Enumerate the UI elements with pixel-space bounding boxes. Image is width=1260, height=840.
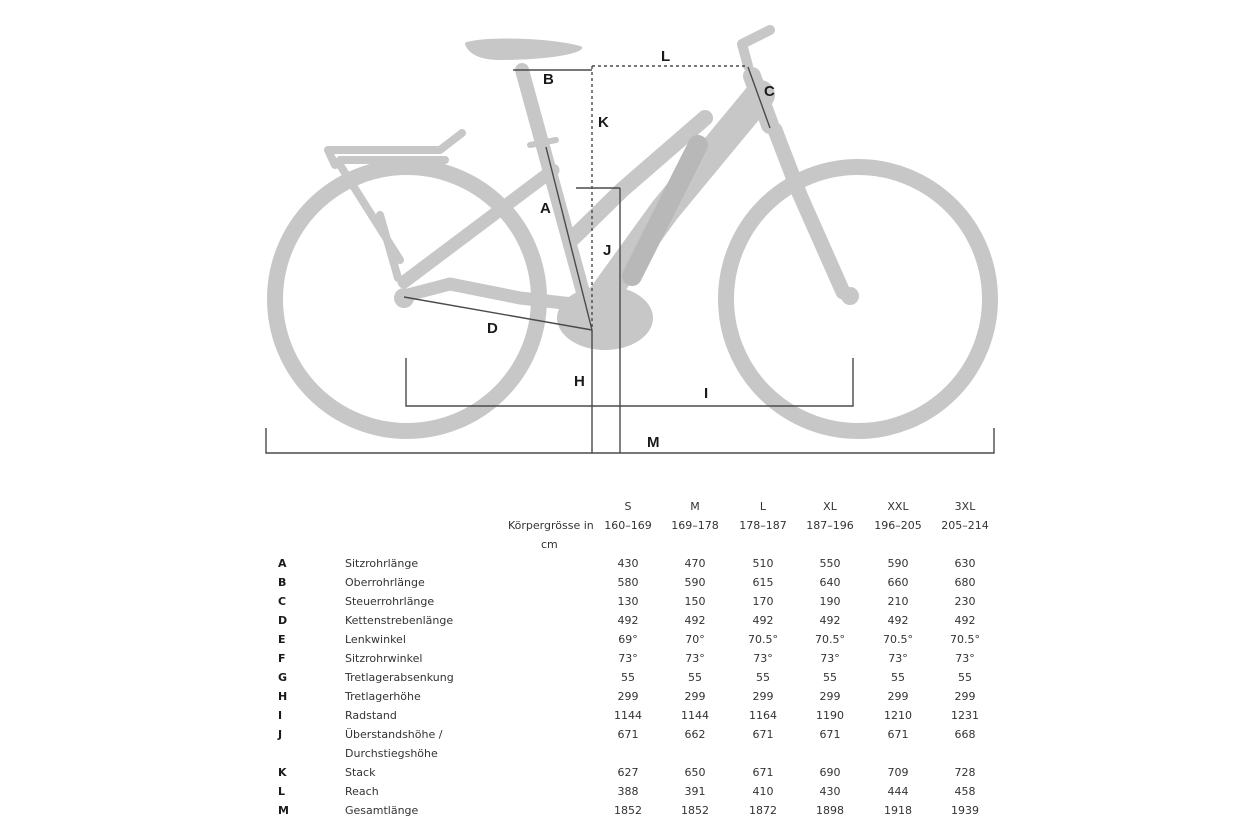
row-value: 668: [954, 728, 976, 741]
row-letter: B: [278, 576, 287, 589]
dimension-line-i: [406, 358, 853, 406]
row-letter: G: [278, 671, 288, 684]
row-value: 1210: [884, 709, 912, 722]
row-value: 492: [954, 614, 976, 627]
row-label: Tretlagerhöhe: [345, 690, 421, 703]
fork: [775, 130, 843, 292]
row-label: Sitzrohrlänge: [345, 557, 419, 570]
row-letter: H: [278, 690, 288, 703]
row-value: 627: [617, 766, 639, 779]
row-value: 391: [684, 785, 706, 798]
row-label: Kettenstrebenlänge: [345, 614, 454, 627]
row-value: 130: [617, 595, 639, 608]
row-value: 170: [752, 595, 774, 608]
row-value: 1852: [681, 804, 709, 817]
header-size-l: L: [759, 500, 767, 513]
row-value: 580: [617, 576, 639, 589]
dim-letter-i: I: [704, 385, 709, 402]
row-value: 1939: [951, 804, 979, 817]
row-value: 671: [752, 728, 774, 741]
row-label: Lenkwinkel: [345, 633, 406, 646]
row-value: 73°: [888, 652, 908, 665]
chain-stay: [404, 284, 590, 306]
row-label: Stack: [345, 766, 376, 779]
row-value: 1190: [816, 709, 844, 722]
dim-letter-h: H: [574, 373, 585, 390]
row-value: 299: [887, 690, 909, 703]
header-range-3xl: 205–214: [941, 519, 989, 532]
row-value: 492: [617, 614, 639, 627]
row-label: Radstand: [345, 709, 397, 722]
dim-letter-b: B: [543, 71, 554, 88]
row-label: Oberrohrlänge: [345, 576, 425, 589]
row-value: 210: [887, 595, 909, 608]
row-label: Gesamtlänge: [345, 804, 419, 817]
row-letter: C: [278, 595, 287, 608]
row-value: 299: [617, 690, 639, 703]
row-value: 680: [954, 576, 976, 589]
row-value: 70.5°: [883, 633, 913, 646]
row-value: 299: [684, 690, 706, 703]
motor: [557, 286, 653, 350]
row-value: 470: [684, 557, 706, 570]
row-value: 55: [756, 671, 770, 684]
row-letter: M: [278, 804, 289, 817]
row-value: 671: [752, 766, 774, 779]
row-value: 492: [819, 614, 841, 627]
stem: [742, 30, 770, 66]
row-value: 299: [752, 690, 774, 703]
row-value: 388: [617, 785, 639, 798]
seatpost-clamp: [530, 140, 556, 145]
row-value: 615: [752, 576, 774, 589]
row-value: 73°: [820, 652, 840, 665]
row-value: 70.5°: [950, 633, 980, 646]
row-value: 630: [954, 557, 976, 570]
row-value: 150: [684, 595, 706, 608]
row-value: 1898: [816, 804, 844, 817]
row-value: 69°: [618, 633, 638, 646]
row-value: 458: [954, 785, 976, 798]
row-value: 510: [752, 557, 774, 570]
dim-letter-k: K: [598, 114, 609, 131]
bike-silhouette: [275, 30, 990, 431]
saddle: [467, 41, 580, 58]
row-value: 444: [887, 785, 909, 798]
row-value: 671: [887, 728, 909, 741]
row-value: 1852: [614, 804, 642, 817]
row-value: 1144: [614, 709, 642, 722]
header-size-m: M: [690, 500, 700, 513]
row-letter: F: [278, 652, 286, 665]
row-value: 690: [819, 766, 841, 779]
dim-letter-a: A: [540, 200, 551, 217]
row-letter: A: [278, 557, 287, 570]
row-value: 299: [954, 690, 976, 703]
row-value: 430: [819, 785, 841, 798]
header-range-l: 178–187: [739, 519, 787, 532]
row-value: 492: [684, 614, 706, 627]
row-value: 590: [887, 557, 909, 570]
dim-letter-l: L: [661, 48, 671, 65]
row-letter: L: [278, 785, 286, 798]
header-size-xxl: XXL: [887, 500, 909, 513]
row-value: 73°: [753, 652, 773, 665]
header-range-m: 169–178: [671, 519, 719, 532]
row-value: 70.5°: [815, 633, 845, 646]
row-value: 492: [887, 614, 909, 627]
row-letter: I: [278, 709, 283, 722]
header-size-xl: XL: [823, 500, 837, 513]
row-value: 650: [684, 766, 706, 779]
row-value: 1872: [749, 804, 777, 817]
row-value: 1231: [951, 709, 979, 722]
header-size-3xl: 3XL: [954, 500, 976, 513]
row-value: 73°: [685, 652, 705, 665]
row-value: 73°: [955, 652, 975, 665]
row-letter: J: [278, 728, 283, 741]
row-letter: D: [278, 614, 288, 627]
row-value: 1164: [749, 709, 777, 722]
dim-letter-d: D: [487, 320, 498, 337]
dim-letter-c: C: [764, 83, 775, 100]
row-letter: K: [278, 766, 287, 779]
dim-letter-j: J: [603, 242, 612, 259]
row-value: 662: [684, 728, 706, 741]
header-height-label: Körpergrösse in: [508, 519, 594, 532]
header-size-s: S: [624, 500, 632, 513]
row-value: 55: [958, 671, 972, 684]
row-label: Reach: [345, 785, 379, 798]
row-value: 640: [819, 576, 841, 589]
row-value: 671: [617, 728, 639, 741]
row-label: Tretlagerabsenkung: [345, 671, 454, 684]
header-range-xl: 187–196: [806, 519, 854, 532]
header-range-xxl: 196–205: [874, 519, 922, 532]
row-label: Steuerrohrlänge: [345, 595, 435, 608]
fork-dropout: [841, 287, 859, 305]
row-value: 55: [621, 671, 635, 684]
row-label: Sitzrohrwinkel: [345, 652, 423, 665]
header-range-s: 160–169: [604, 519, 652, 532]
row-value: 1144: [681, 709, 709, 722]
row-value: 55: [688, 671, 702, 684]
row-value: 190: [819, 595, 841, 608]
row-value: 1918: [884, 804, 912, 817]
row-value: 55: [891, 671, 905, 684]
row-value: 70°: [685, 633, 705, 646]
row-value: 73°: [618, 652, 638, 665]
row-label-continued: Durchstiegshöhe: [345, 747, 438, 760]
row-value: 709: [887, 766, 909, 779]
row-value: 660: [887, 576, 909, 589]
row-value: 550: [819, 557, 841, 570]
row-letter: E: [278, 633, 286, 646]
row-value: 70.5°: [748, 633, 778, 646]
row-value: 492: [752, 614, 774, 627]
row-value: 299: [819, 690, 841, 703]
row-value: 590: [684, 576, 706, 589]
row-value: 430: [617, 557, 639, 570]
row-value: 55: [823, 671, 837, 684]
header-height-unit: cm: [541, 538, 558, 551]
row-value: 230: [954, 595, 976, 608]
row-value: 728: [954, 766, 976, 779]
row-label: Überstandshöhe /: [345, 728, 443, 741]
row-value: 671: [819, 728, 841, 741]
dim-letter-m: M: [647, 434, 660, 451]
row-value: 410: [752, 785, 774, 798]
